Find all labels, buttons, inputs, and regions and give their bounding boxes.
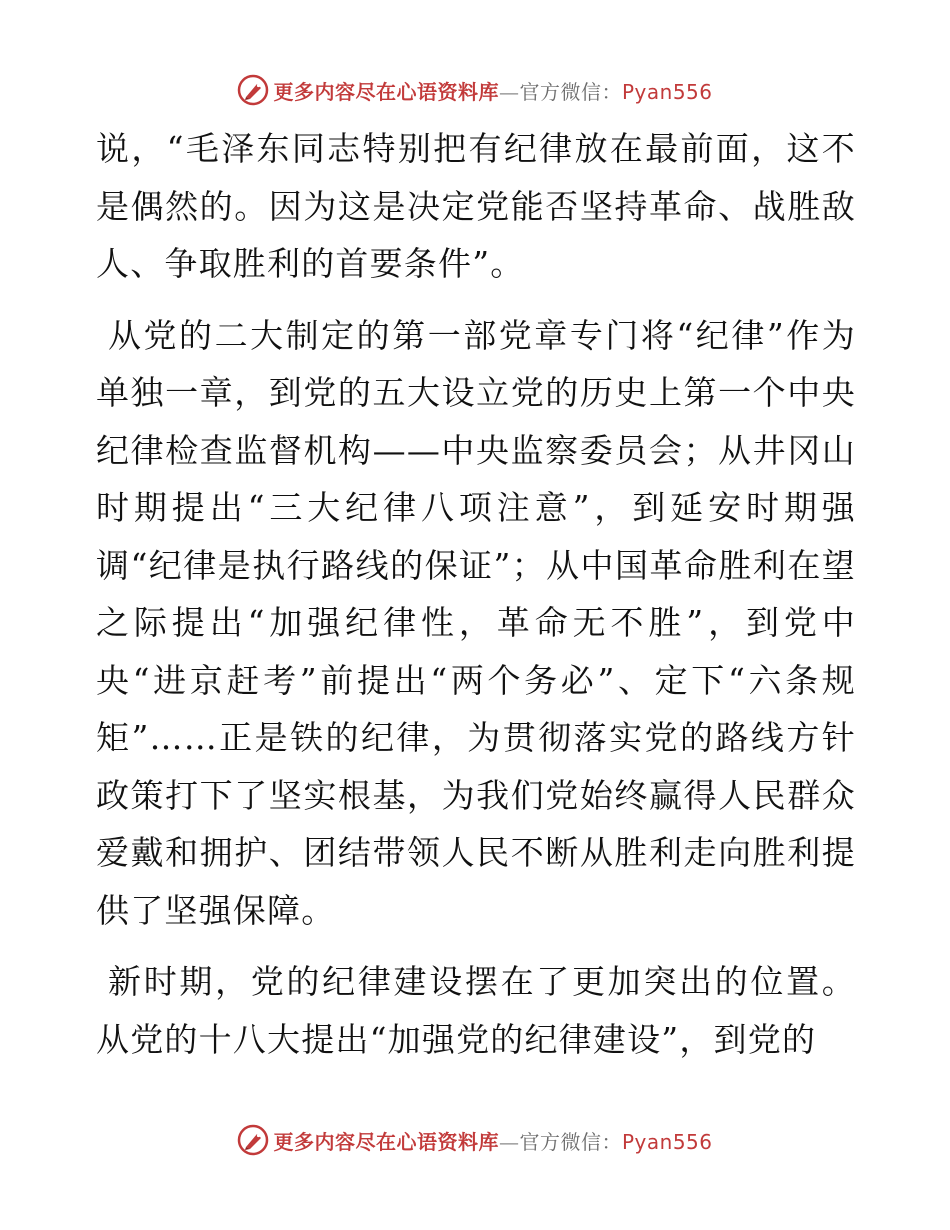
footer-banner (0, 1120, 950, 1160)
banner-site-text: 更多内容尽在心语资料库 (273, 79, 499, 104)
header-banner (0, 70, 950, 110)
banner-contact-id: Pyan556 (621, 79, 713, 104)
paragraph: 从党的二大制定的第一部党章专门将“纪律”作为单独一章，到党的五大设立党的历史上第一个中央纪律检查监督机构——中央监察委员会；从井冈山时期提出“三大纪律八项注意”，到延安时期强调“纪律是执行路线的保证”；从中国革命胜利在望之际提出“加强纪律性，革命无不胜”，到党中央“进京赶考”前提出“两个务必”、定下“六条规矩”……正是铁的纪律，为贯彻落实党的路线方针政策打下了坚实根基，为我们党始终赢得人民群众爱戴和拥护、团结带领人民不断从胜利走向胜利提供了坚强保障。 (96, 315, 856, 930)
pen-nib-logo-icon (237, 1124, 269, 1156)
document-body (96, 120, 856, 1068)
banner-separator: — (498, 1129, 520, 1154)
banner-contact-id: Pyan556 (621, 1129, 713, 1154)
pen-nib-logo-icon (237, 74, 269, 106)
banner-site-text: 更多内容尽在心语资料库 (273, 1129, 499, 1154)
banner-separator: — (498, 79, 520, 104)
banner-text (273, 1126, 712, 1155)
paragraph: 说，“毛泽东同志特别把有纪律放在最前面，这不是偶然的。因为这是决定党能否坚持革命、战胜敌人、争取胜利的首要条件”。 (96, 129, 856, 283)
banner-contact-label: 官方微信： (519, 1129, 622, 1154)
banner-contact-label: 官方微信： (519, 79, 622, 104)
paragraph: 新时期，党的纪律建设摆在了更加突出的位置。从党的十八大提出“加强党的纪律建设”，到党的 (96, 962, 856, 1059)
banner-text (273, 76, 712, 105)
